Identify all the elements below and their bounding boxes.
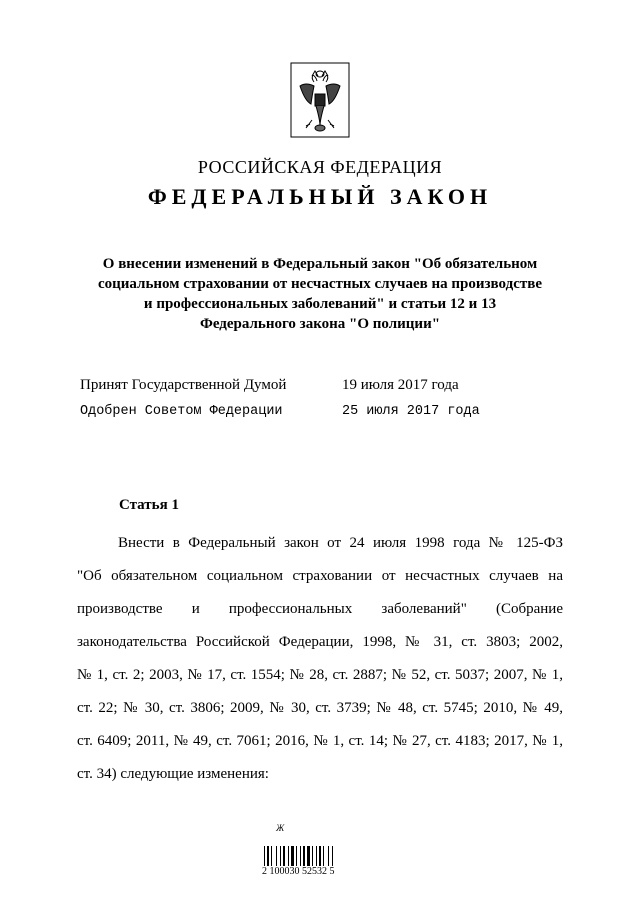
law-title-line: О внесении изменений в Федеральный закон "Об обязательном	[102, 256, 538, 272]
barcode-bar	[328, 846, 329, 866]
russian-coat-of-arms-icon	[290, 62, 350, 138]
barcode-bar	[332, 846, 333, 866]
barcode-bar	[276, 846, 277, 866]
stamp-mark: Ж	[276, 823, 285, 833]
article-line: законодательства Российской Федерации, 1998, № 31, ст. 3803; 2002,	[77, 634, 563, 650]
barcode-bar	[300, 846, 301, 866]
article-line: № 1, ст. 2; 2003, № 17, ст. 1554; № 28, ст. 2887; № 52, ст. 5037; 2007, № 1,	[77, 667, 563, 683]
barcode-bar	[303, 846, 305, 866]
barcode-number: 2 100030 52532 5	[262, 866, 335, 877]
law-title	[60, 254, 580, 334]
article-line: ст. 22; № 30, ст. 3806; 2009, № 30, ст. 3739; № 48, ст. 5745; 2010, № 49,	[77, 700, 563, 716]
barcode-bar	[296, 846, 297, 866]
article-line: ст. 34) следующие изменения:	[77, 766, 269, 782]
adoption-label-council: Одобрен Советом Федерации	[80, 404, 283, 419]
article-line: Внести в Федеральный закон от 24 июля 1998 года № 125-ФЗ	[118, 535, 563, 551]
country-heading: РОССИЙСКАЯ ФЕДЕРАЦИЯ	[197, 157, 443, 177]
barcode-bar	[307, 846, 310, 866]
law-title-line: Федерального закона "О полиции"	[199, 316, 441, 332]
barcode-bar	[323, 846, 324, 866]
law-type-heading: ФЕДЕРАЛЬНЫЙ ЗАКОН	[147, 184, 493, 209]
article-title: Статья 1	[119, 497, 179, 513]
barcode-bar	[283, 846, 285, 866]
barcode-bar	[316, 846, 317, 866]
adoption-date-council: 25 июля 2017 года	[342, 404, 480, 419]
barcode-bar	[267, 846, 269, 866]
law-title-line: социальном страховании от несчастных случаев на производстве	[97, 276, 542, 292]
barcode-bar	[271, 846, 272, 866]
barcode-bar	[288, 846, 289, 866]
barcode-bar	[312, 846, 313, 866]
adoption-date-duma: 19 июля 2017 года	[342, 377, 459, 393]
article-line: ст. 6409; 2011, № 49, ст. 7061; 2016, № 1, ст. 14; № 27, ст. 4183; 2017, № 1,	[77, 733, 563, 749]
barcode-bar	[319, 846, 321, 866]
barcode-bar	[291, 846, 294, 866]
barcode-bar	[264, 846, 265, 866]
adoption-label-duma: Принят Государственной Думой	[80, 377, 287, 393]
article-line: производстве и профессиональных заболеваний" (Собрание	[77, 601, 563, 617]
article-line: "Об обязательном социальном страховании от несчастных случаев на	[77, 568, 563, 584]
barcode-bar	[280, 846, 281, 866]
law-title-line: и профессиональных заболеваний" и статьи 12 и 13	[143, 296, 497, 312]
barcode-icon	[262, 846, 352, 866]
